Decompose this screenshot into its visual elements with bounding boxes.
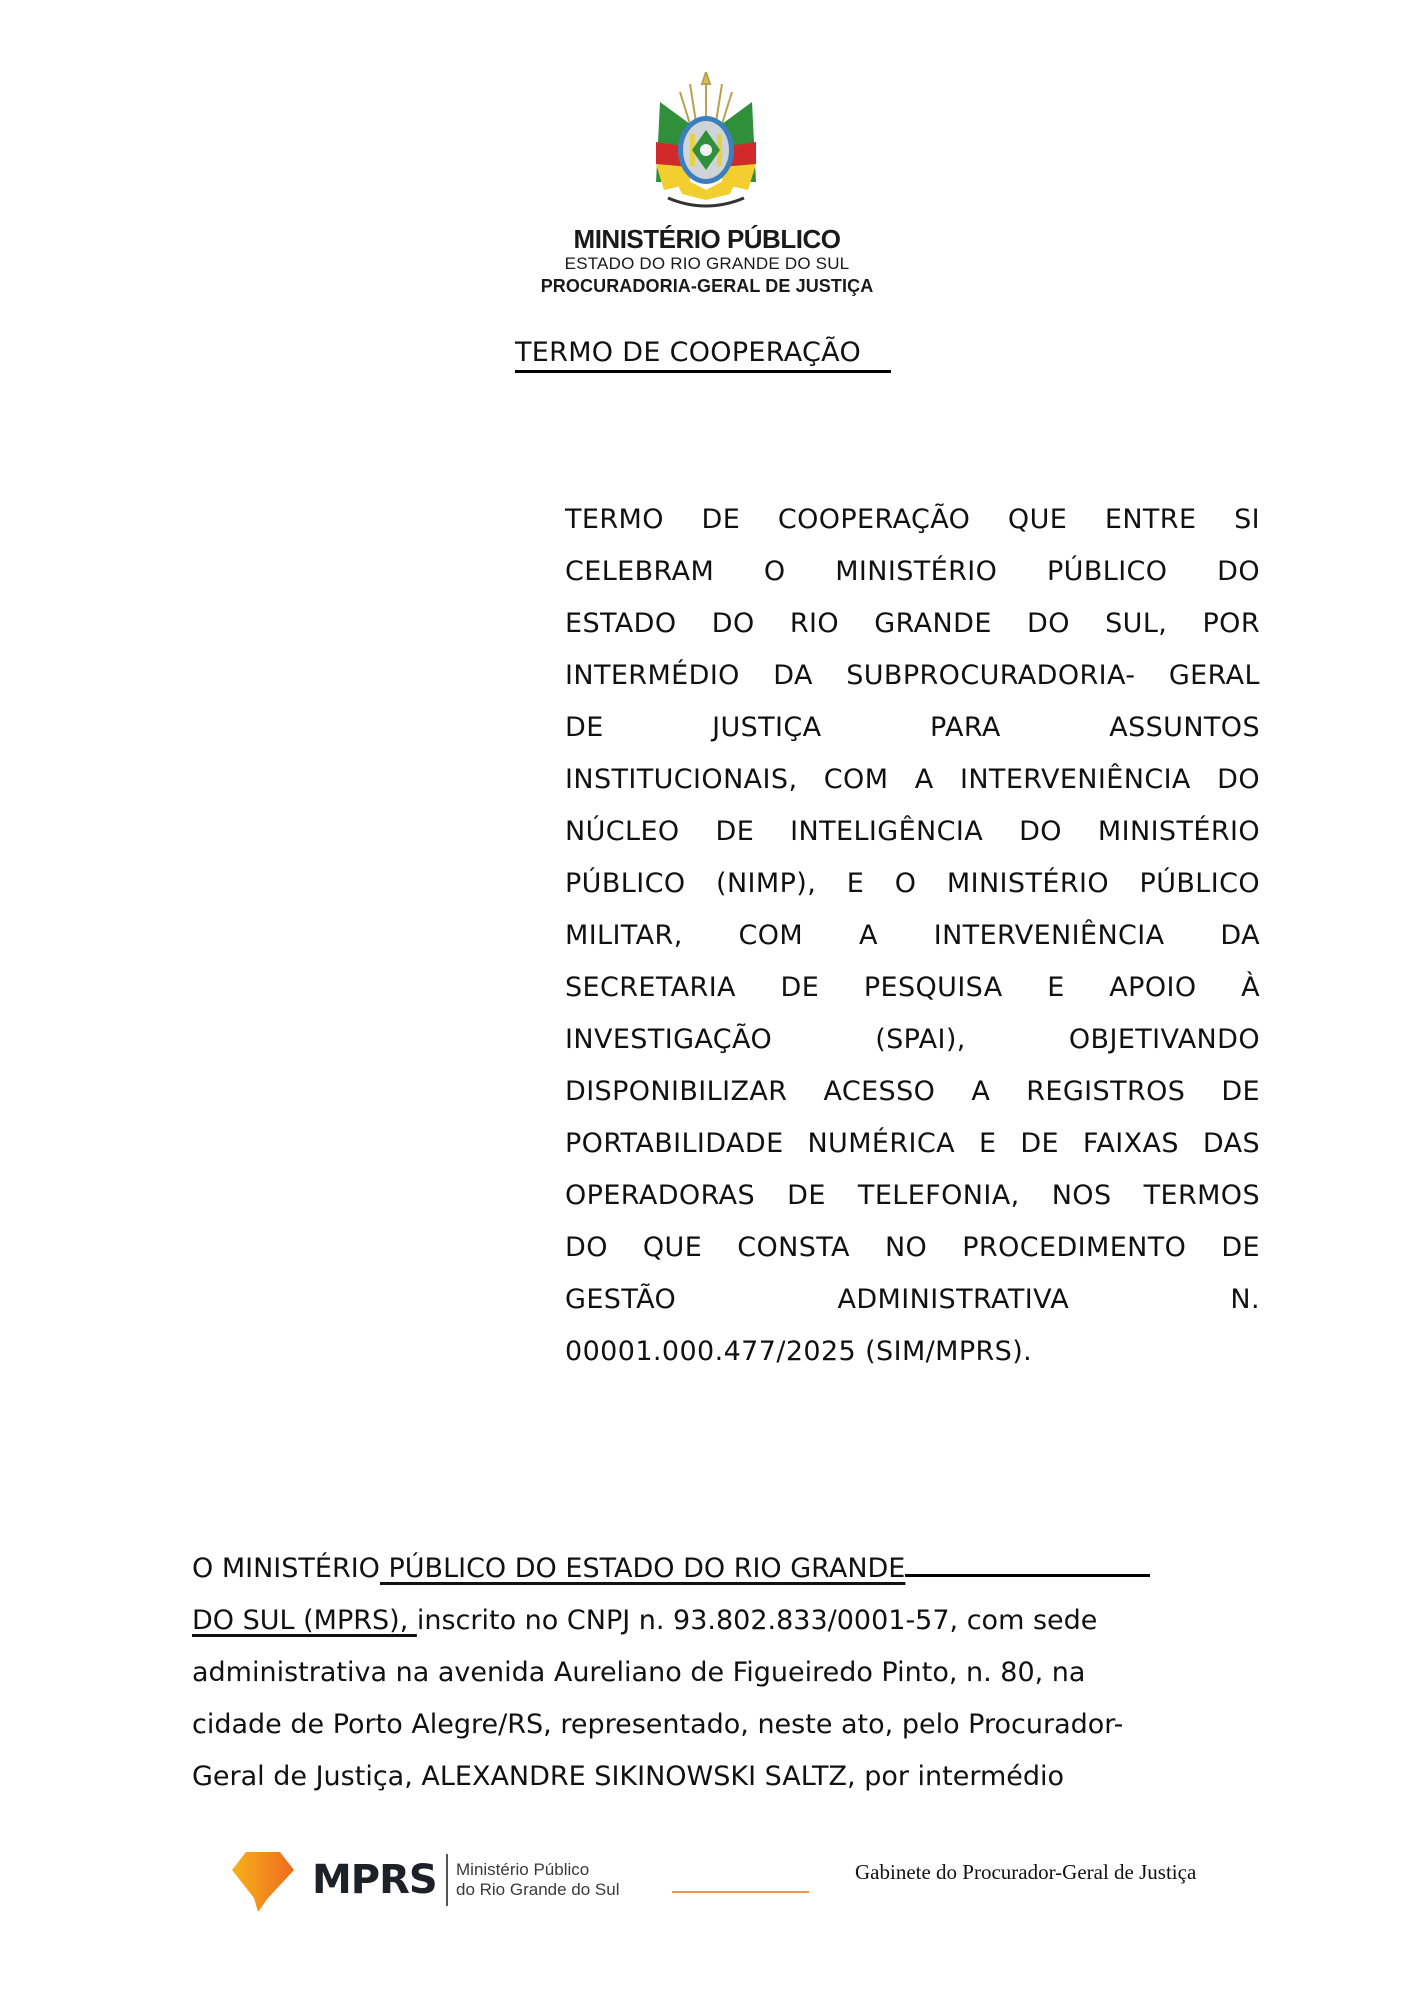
ementa-line: PÚBLICO (NIMP), E O MINISTÉRIO PÚBLICO [565,868,1260,899]
paragraph-text: O MINISTÉRIO [192,1553,380,1584]
header-state: ESTADO DO RIO GRANDE DO SUL [564,254,850,273]
ementa-block [565,494,1260,1378]
header-office: PROCURADORIA-GERAL DE JUSTIÇA [540,276,874,296]
footer-divider [446,1854,448,1906]
footer-org-line2: do Rio Grande do Sul [456,1880,620,1899]
ementa-line: 00001.000.477/2025 (SIM/MPRS). [565,1336,1033,1367]
ementa-line: NÚCLEO DE INTELIGÊNCIA DO MINISTÉRIO [565,816,1260,847]
ementa-line: INSTITUCIONAIS, COM A INTERVENIÊNCIA DO [565,764,1260,795]
ementa-line: INVESTIGAÇÃO (SPAI), OBJETIVANDO [565,1024,1260,1055]
ementa-line: SECRETARIA DE PESQUISA E APOIO À [565,972,1260,1003]
ementa-line: DO QUE CONSTA NO PROCEDIMENTO DE [565,1232,1260,1263]
mprs-map-logo-icon [232,1846,302,1916]
paragraph-line: cidade de Porto Alegre/RS, representado, neste ato, pelo Procurador- [192,1709,1124,1740]
footer-office: Gabinete do Procurador-Geral de Justiça [855,1860,1197,1884]
document-title: TERMO DE COOPERAÇÃO [515,336,891,373]
ementa-line: CELEBRAM O MINISTÉRIO PÚBLICO DO [565,556,1260,587]
paragraph-line: administrativa na avenida Aureliano de Figueiredo Pinto, n. 80, na [192,1657,1086,1688]
ementa-line: DE JUSTIÇA PARA ASSUNTOS [565,712,1260,743]
underlined-party-name: DO SUL (MPRS), [192,1605,417,1636]
paragraph-line [192,1595,1252,1647]
footer-logo [232,1846,652,1916]
ementa-line: ESTADO DO RIO GRANDE DO SUL, POR [565,608,1260,639]
body-paragraph [192,1543,1252,1803]
paragraph-line [192,1543,1252,1595]
ementa-line: PORTABILIDADE NUMÉRICA E DE FAIXAS DAS [565,1128,1260,1159]
ementa-line: TERMO DE COOPERAÇÃO QUE ENTRE SI [565,504,1260,535]
footer-org-line1: Ministério Público [456,1860,590,1879]
paragraph-line: Geral de Justiça, ALEXANDRE SIKINOWSKI SALTZ, por intermédio [192,1761,1065,1792]
coat-of-arms-icon [650,72,762,214]
ementa-line: MILITAR, COM A INTERVENIÊNCIA DA [565,920,1260,951]
footer-accent-rule [672,1891,809,1893]
footer-brand: MPRS [312,1857,437,1903]
ementa-line: DISPONIBILIZAR ACESSO A REGISTROS DE [565,1076,1260,1107]
paragraph-text: inscrito no CNPJ n. 93.802.833/0001-57, com sede [416,1605,1098,1636]
underlined-party-name: PÚBLICO DO ESTADO DO RIO GRANDE [379,1553,906,1584]
ementa-line: GESTÃO ADMINISTRATIVA N. [565,1284,1260,1315]
header-organization: MINISTÉRIO PÚBLICO [573,224,841,254]
ementa-line: OPERADORAS DE TELEFONIA, NOS TERMOS [565,1180,1260,1211]
underline-filler [905,1544,1150,1577]
ementa-line: INTERMÉDIO DA SUBPROCURADORIA- GERAL [565,660,1260,691]
